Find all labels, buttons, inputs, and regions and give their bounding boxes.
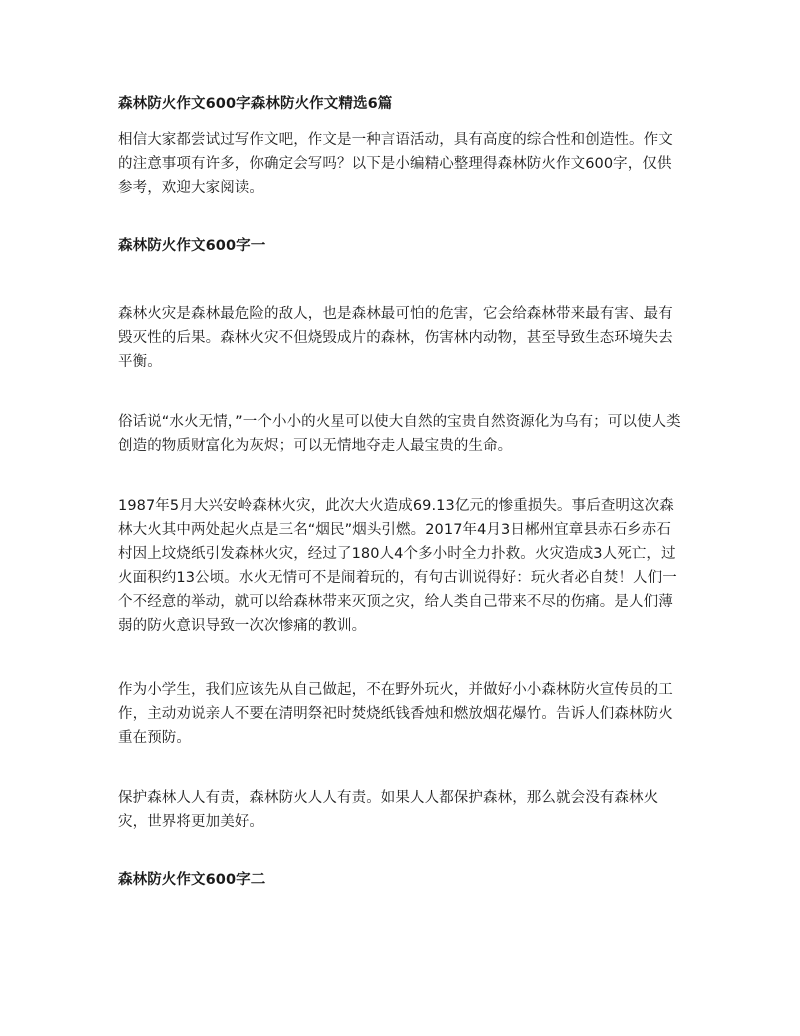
section-heading-1: 森林防火作文600字一 (118, 238, 266, 254)
body-paragraph: 保护森林人人有责，森林防火人人有责。如果人人都保护森林，那么就会没有森林火灾，世界将更加美好。 (118, 790, 659, 830)
body-paragraph: 1987年5月大兴安岭森林火灾，此次大火造成69.13亿元的惨重损失。事后查明这次森林大火其中两处起火点是三名“烟民”烟头引燃。2017年4月3日郴州宜章县赤石乡赤石村因上坟烧纸引发森林火灾，经过了180人4个多小时全力扑救。火灾造成3人死亡，过火面积约13公顷。水火无情可不是闹着玩的，有句古训说得好：玩火者必自焚！人们一个不经意的举动，就可以给森林带来灭顶之灾，给人类自己带来不尽的伤痛。是人们薄弱的防火意识导致一次次惨痛的教训。 (118, 498, 677, 634)
body-paragraph: 俗话说“水火无情，”一个小小的火星可以使大自然的宝贵自然资源化为乌有；可以使人类创造的物质财富化为灰烬；可以无情地夺走人最宝贵的生命。 (118, 414, 681, 454)
document-title: 森林防火作文600字森林防火作文精选6篇 (118, 96, 393, 112)
intro-paragraph: 相信大家都尝试过写作文吧，作文是一种言语活动，具有高度的综合性和创造性。作文的注意事项有许多，你确定会写吗？以下是小编精心整理得森林防火作文600字，仅供参考，欢迎大家阅读。 (118, 132, 673, 196)
section-heading-2: 森林防火作文600字二 (118, 872, 266, 888)
body-paragraph: 作为小学生，我们应该先从自己做起，不在野外玩火，并做好小小森林防火宣传员的工作，主动劝说亲人不要在清明祭祀时焚烧纸钱香烛和燃放烟花爆竹。告诉人们森林防火重在预防。 (118, 682, 673, 746)
body-paragraph: 森林火灾是森林最危险的敌人，也是森林最可怕的危害，它会给森林带来最有害、最有毁灭性的后果。森林火灾不但烧毁成片的森林，伤害林内动物，甚至导致生态环境失去平衡。 (118, 306, 673, 370)
